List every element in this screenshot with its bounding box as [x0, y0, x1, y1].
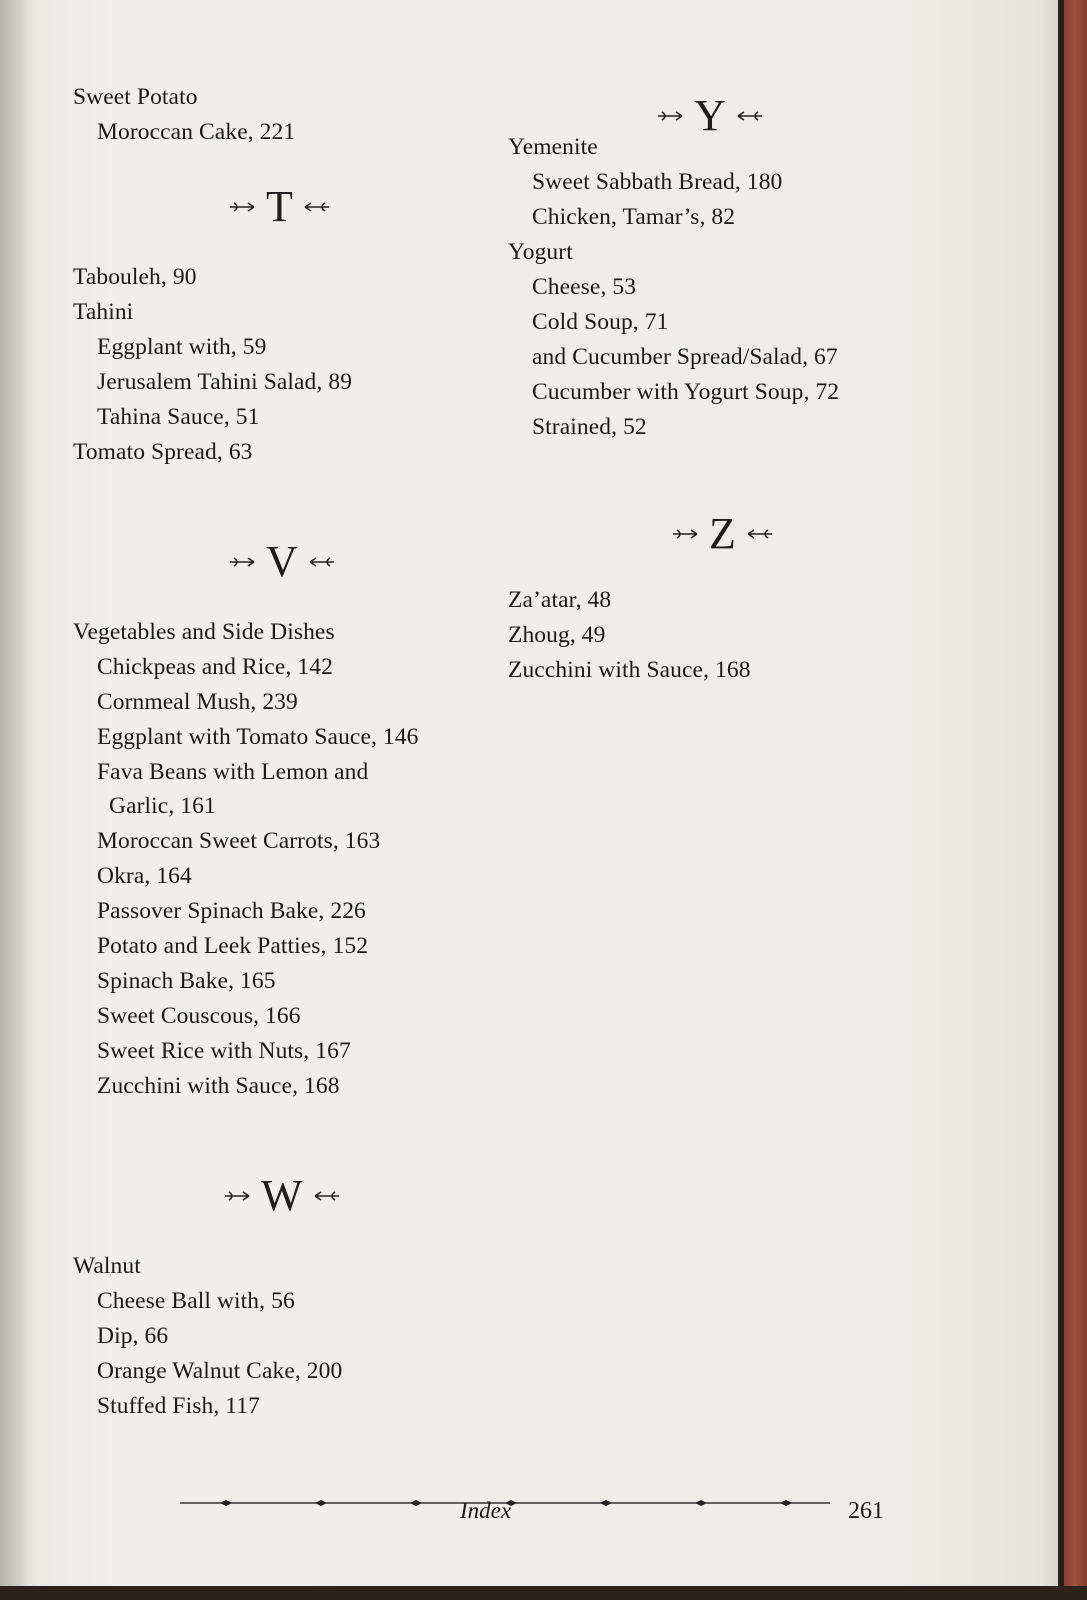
section-letter-v	[228, 538, 336, 586]
section-letter: T	[266, 182, 293, 231]
ornament-left-icon	[228, 200, 256, 214]
index-subentry: Fava Beans with Lemon and	[97, 759, 369, 785]
ornament-left-icon	[656, 109, 684, 123]
running-footer-title: Index	[460, 1498, 512, 1523]
index-subentry: Chicken, Tamar’s, 82	[532, 204, 736, 230]
ornament-left-icon	[223, 1189, 251, 1203]
index-entry-walnut: Walnut	[73, 1253, 141, 1279]
index-entry-sweet-potato: Sweet Potato	[73, 84, 198, 110]
index-subentry: Dip, 66	[97, 1323, 169, 1349]
section-letter: V	[266, 537, 298, 586]
index-subentry: Moroccan Sweet Carrots, 163	[97, 828, 381, 854]
index-entry-tahini: Tahini	[73, 299, 134, 325]
index-subentry: Passover Spinach Bake, 226	[97, 898, 366, 924]
index-subentry-continuation: Garlic, 161	[109, 793, 216, 819]
index-entry-yogurt: Yogurt	[508, 239, 573, 265]
ornament-right-icon	[746, 527, 774, 541]
index-subentry: Cheese, 53	[532, 274, 637, 300]
index-subentry: Cucumber with Yogurt Soup, 72	[532, 379, 840, 405]
index-subentry: Cheese Ball with, 56	[97, 1288, 295, 1314]
index-subentry: Eggplant with, 59	[97, 334, 267, 360]
index-entry-tomato-spread: Tomato Spread, 63	[73, 439, 253, 465]
index-entry-zhoug: Zhoug, 49	[508, 622, 606, 648]
page-number: 261	[848, 1498, 884, 1524]
ornament-right-icon	[308, 555, 336, 569]
index-subentry: Orange Walnut Cake, 200	[97, 1358, 343, 1384]
section-letter-w	[223, 1172, 341, 1220]
index-subentry: Sweet Couscous, 166	[97, 1003, 301, 1029]
section-letter-t	[228, 183, 331, 231]
index-entry-tabouleh: Tabouleh, 90	[73, 264, 197, 290]
index-subentry: Eggplant with Tomato Sauce, 146	[97, 724, 419, 750]
index-subentry: Okra, 164	[97, 863, 192, 889]
section-letter: Z	[709, 509, 736, 558]
index-subentry: Strained, 52	[532, 414, 647, 440]
section-letter-z	[671, 510, 774, 558]
ornament-left-icon	[228, 555, 256, 569]
section-letter-y	[656, 92, 764, 140]
index-subentry: Tahina Sauce, 51	[97, 404, 260, 430]
ornament-right-icon	[736, 109, 764, 123]
index-subentry: Sweet Rice with Nuts, 167	[97, 1038, 351, 1064]
index-subentry: Potato and Leek Patties, 152	[97, 933, 369, 959]
index-entry-yemenite: Yemenite	[508, 134, 598, 160]
index-subentry: Zucchini with Sauce, 168	[97, 1073, 340, 1099]
ornament-right-icon	[313, 1189, 341, 1203]
index-subentry: Stuffed Fish, 117	[97, 1393, 260, 1419]
book-bottom-edge	[0, 1586, 1087, 1600]
index-subentry: Sweet Sabbath Bread, 180	[532, 169, 783, 195]
section-letter: W	[261, 1171, 303, 1220]
index-entry-zucchini: Zucchini with Sauce, 168	[508, 657, 751, 683]
ornament-right-icon	[303, 200, 331, 214]
section-letter: Y	[694, 91, 726, 140]
index-subentry: Chickpeas and Rice, 142	[97, 654, 333, 680]
index-subentry: Moroccan Cake, 221	[97, 119, 296, 145]
index-subentry: and Cucumber Spread/Salad, 67	[532, 344, 838, 370]
index-subentry: Cold Soup, 71	[532, 309, 669, 335]
ornament-left-icon	[671, 527, 699, 541]
index-subentry: Spinach Bake, 165	[97, 968, 276, 994]
index-subentry: Jerusalem Tahini Salad, 89	[97, 369, 353, 395]
index-entry-vegetables: Vegetables and Side Dishes	[73, 619, 335, 645]
index-subentry: Cornmeal Mush, 239	[97, 689, 298, 715]
index-entry-zaatar: Za’atar, 48	[508, 587, 612, 613]
book-cover-edge	[1064, 0, 1087, 1600]
